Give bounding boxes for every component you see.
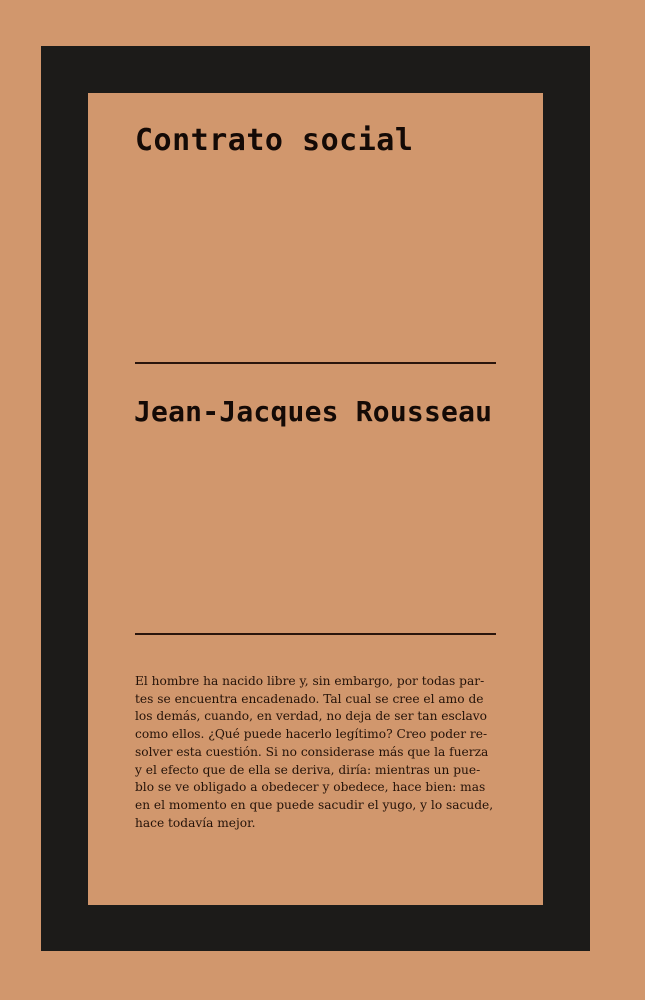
excerpt-line: hace todavía mejor. <box>135 815 256 830</box>
book-author: Jean-Jacques Rousseau <box>134 395 493 428</box>
book-title: Contrato social <box>135 123 414 158</box>
excerpt-line: en el momento en que puede sacudir el yugo, y lo sacude, <box>135 797 494 812</box>
excerpt-line: como ellos. ¿Qué puede hacerlo legítimo? Creo poder re- <box>135 727 488 742</box>
excerpt-paragraph <box>135 673 515 832</box>
divider-bottom <box>135 633 496 635</box>
divider-top <box>135 362 496 364</box>
excerpt-line: blo se ve obligado a obedecer y obedece, hace bien: mas <box>135 780 486 795</box>
excerpt-line: los demás, cuando, en verdad, no deja de ser tan esclavo <box>135 709 487 724</box>
excerpt-line: y el efecto que de ella se deriva, diría: mientras un pue- <box>135 762 481 777</box>
excerpt-line: tes se encuentra encadenado. Tal cual se cree el amo de <box>135 691 484 706</box>
excerpt-line: solver esta cuestión. Si no considerase más que la fuerza <box>135 744 489 759</box>
excerpt-line: El hombre ha nacido libre y, sin embargo, por todas par- <box>135 674 485 688</box>
